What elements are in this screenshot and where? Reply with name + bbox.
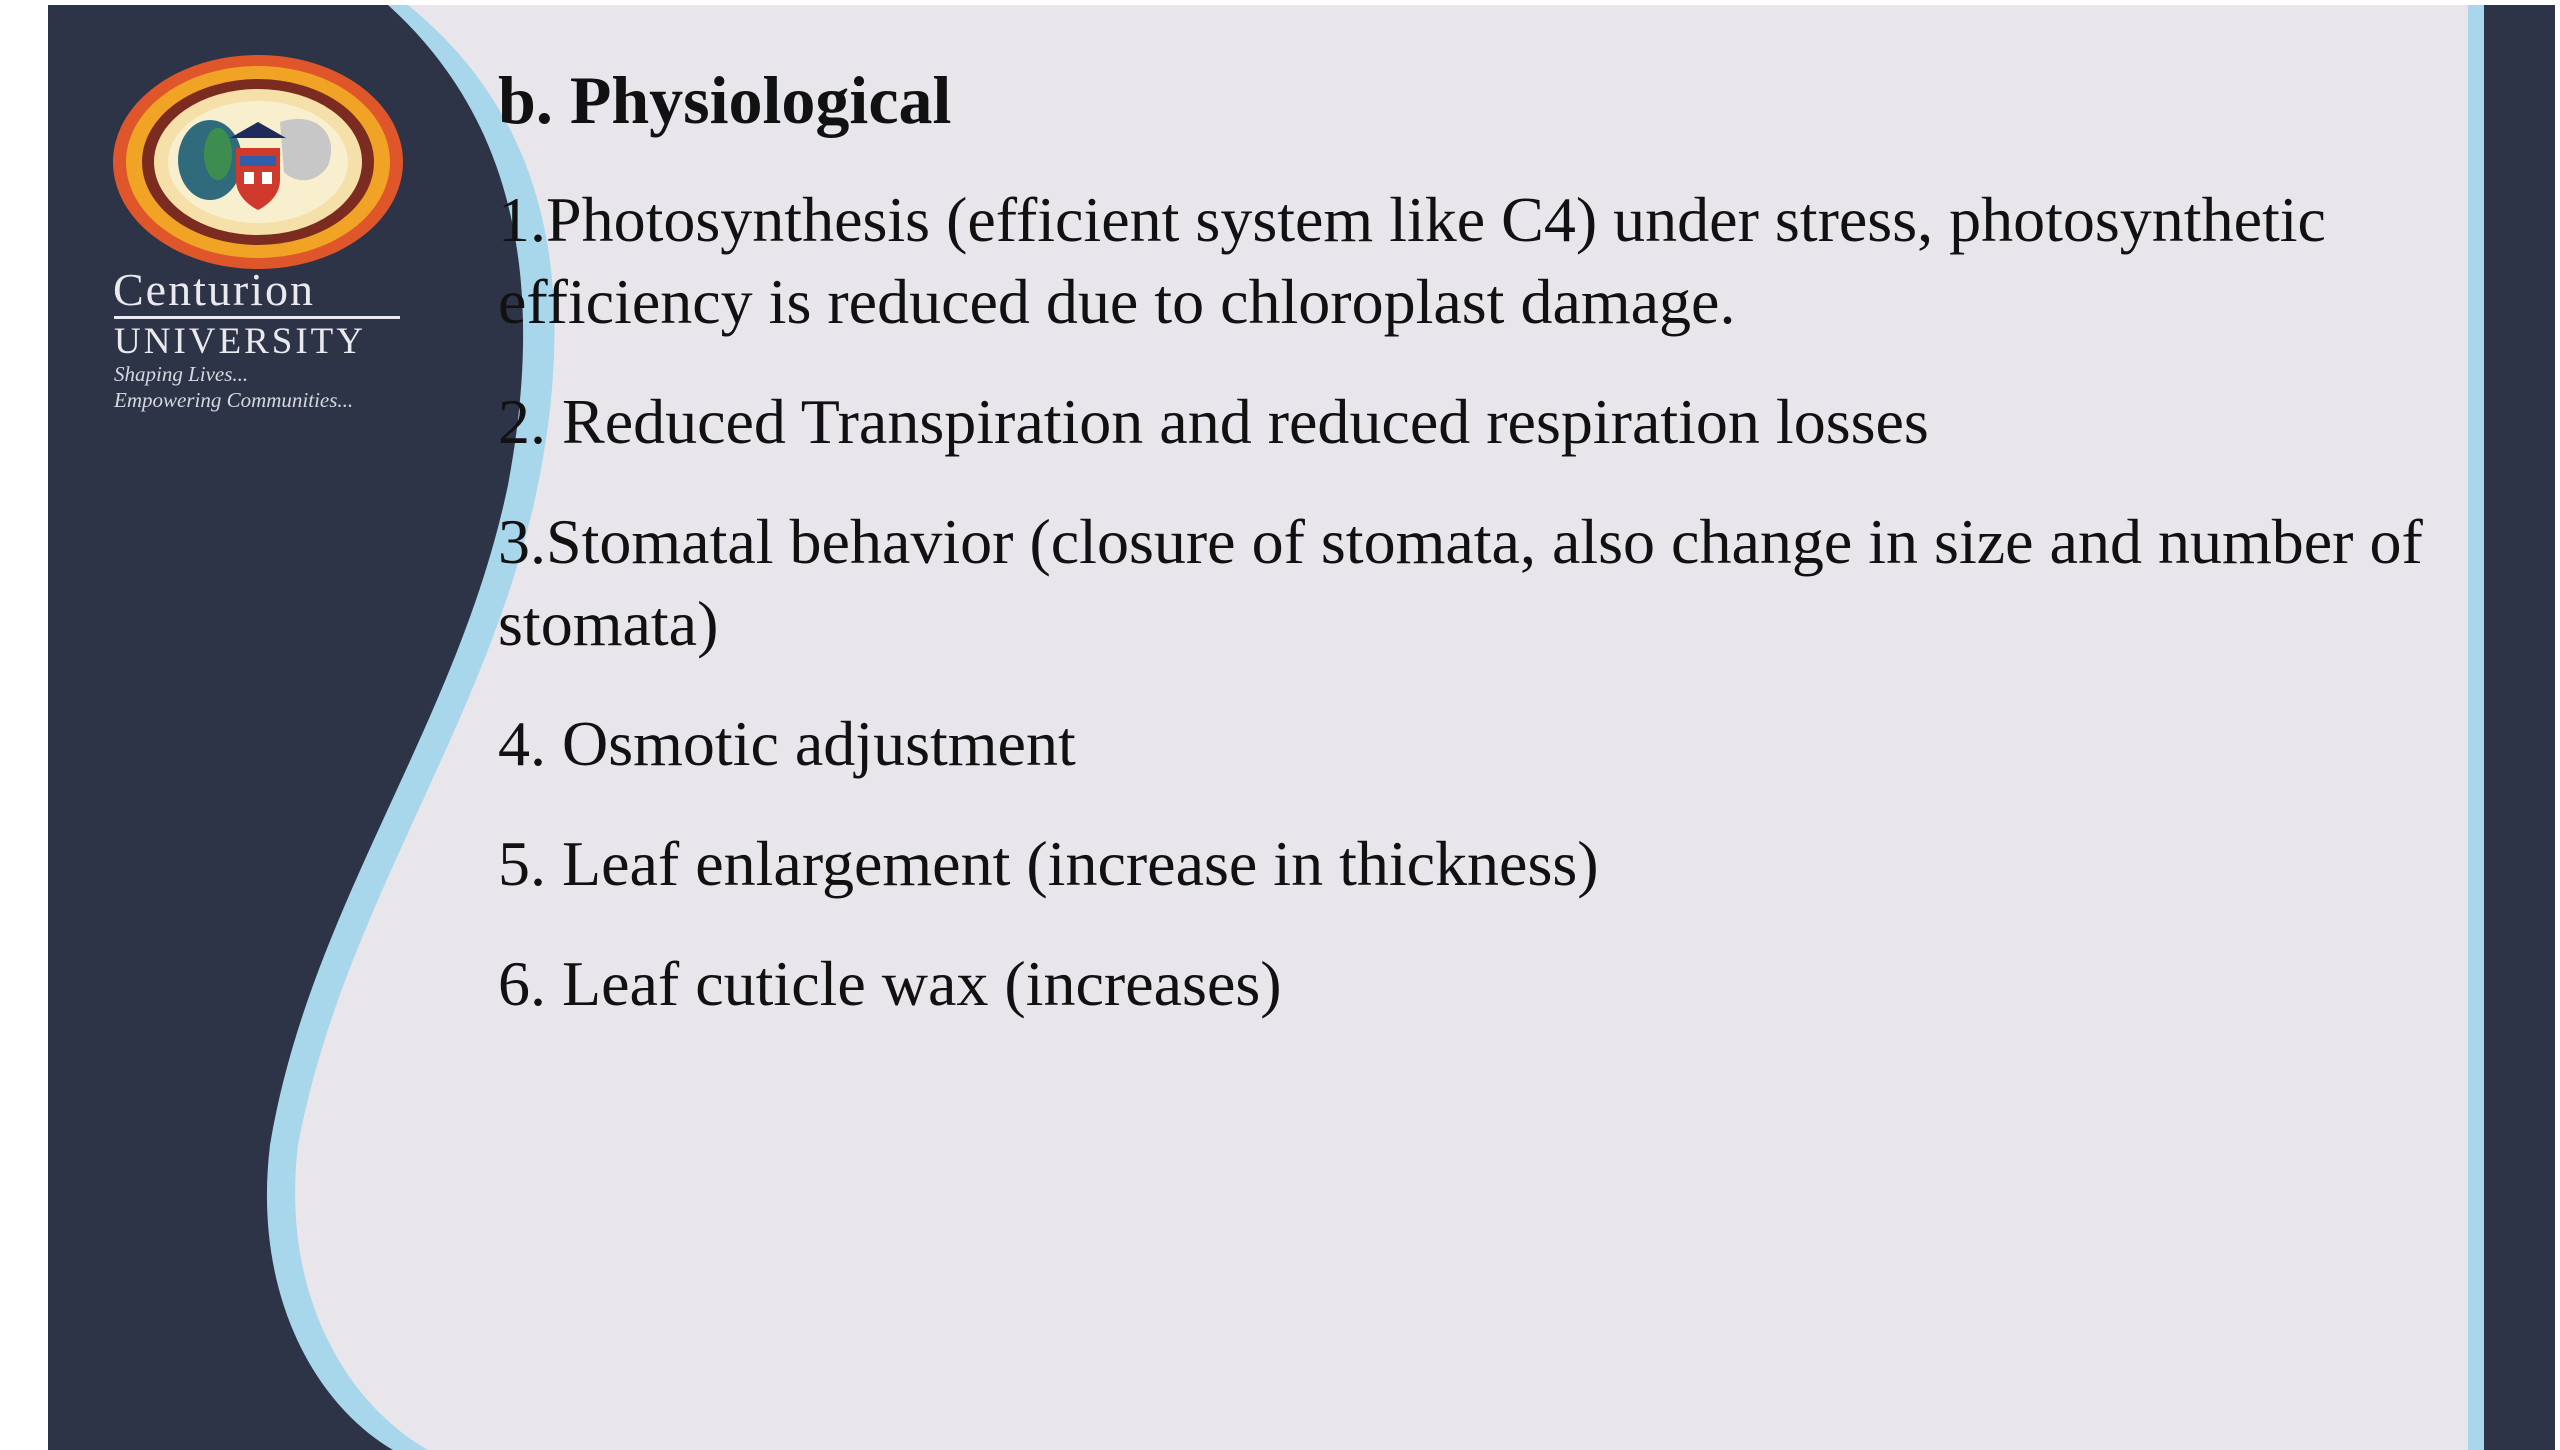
slide-heading: b. Physiological — [498, 62, 952, 138]
slide — [48, 5, 2555, 1450]
point-list — [498, 179, 2458, 1025]
right-accent-strip — [2468, 5, 2484, 1450]
brand-name: Centurion — [113, 264, 315, 315]
tagline-line-2: Empowering Communities... — [114, 388, 354, 412]
point-item-2: 2. Reduced Transpiration and reduced respiration losses — [498, 386, 1929, 457]
point-item-1: 1.Photosynthesis (efficient system like C4) under stress, photosynthetic efficiency is reduced due to chloroplast damage. — [498, 184, 2326, 337]
tagline-line-1: Shaping Lives... — [114, 362, 249, 386]
university-emblem-icon — [108, 50, 408, 280]
point-item-3: 3.Stomatal behavior (closure of stomata, also change in size and number of stomata) — [498, 506, 2423, 659]
point-item-6: 6. Leaf cuticle wax (increases) — [498, 948, 1282, 1019]
point-item-5: 5. Leaf enlargement (increase in thickness) — [498, 828, 1599, 899]
brand-tagline — [114, 361, 353, 413]
brand-subtitle: UNIVERSITY — [114, 321, 366, 362]
right-dark-border — [2484, 5, 2555, 1450]
point-item-4: 4. Osmotic adjustment — [498, 708, 1076, 779]
slide-content — [498, 55, 2458, 1063]
brand-divider — [114, 316, 400, 319]
